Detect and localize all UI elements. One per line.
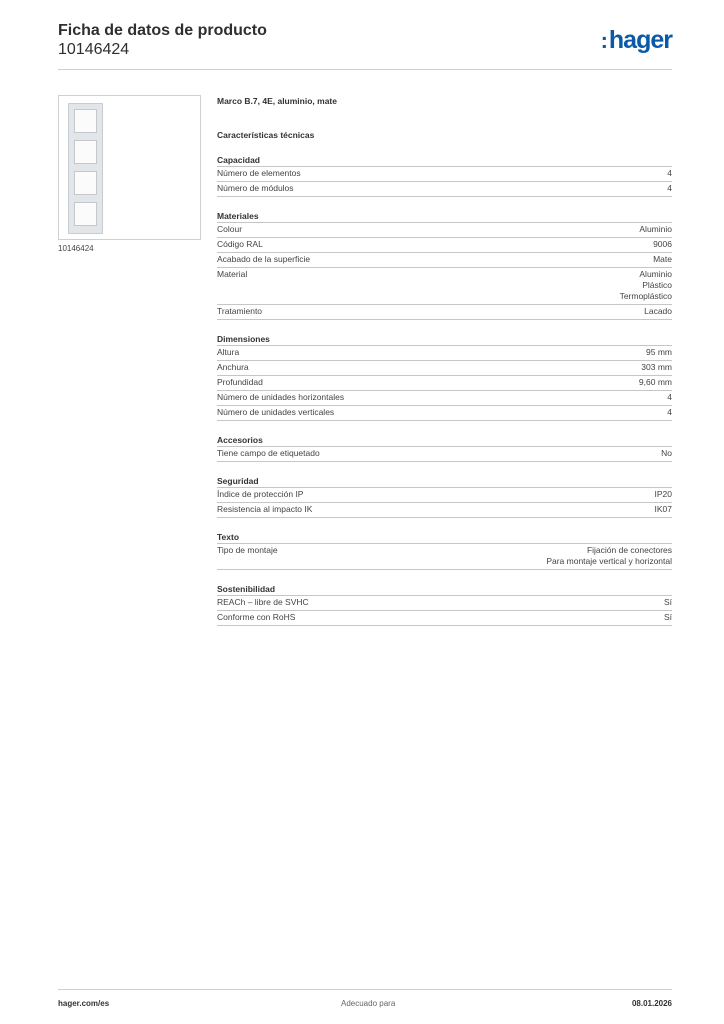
spec-label: Número de unidades verticales (217, 407, 335, 417)
spec-row (217, 376, 672, 391)
spec-values (639, 377, 672, 388)
image-caption: 10146424 (58, 244, 94, 253)
spec-value: Lacado (644, 306, 672, 316)
spec-values (639, 224, 672, 235)
spec-row (217, 544, 672, 570)
frame-slot (74, 109, 97, 133)
footer-website: hager.com/es (58, 999, 110, 1008)
spec-row (217, 238, 672, 253)
technical-characteristics-title: Características técnicas (217, 130, 315, 140)
spec-row (217, 447, 672, 462)
spec-label: Número de módulos (217, 183, 294, 193)
footer-date: 08.01.2026 (631, 999, 672, 1008)
spec-label: Acabado de la superficie (217, 254, 311, 264)
footer-suitable-for: Adecuado para (341, 999, 396, 1008)
spec-value: 9,60 mm (638, 377, 672, 387)
spec-label: Material (217, 269, 248, 279)
spec-row (217, 346, 672, 361)
spec-section (217, 531, 672, 570)
section-title: Texto (217, 531, 672, 544)
spec-label: Conforme con RoHS (217, 612, 296, 622)
spec-value: Fijación de conectores (586, 545, 672, 555)
page-header (58, 22, 672, 70)
spec-value: 9006 (653, 239, 672, 249)
spec-values (546, 545, 672, 567)
spec-label: Profundidad (217, 377, 263, 387)
page-title: Ficha de datos de producto (58, 22, 267, 39)
section-title: Capacidad (217, 154, 672, 167)
spec-label: Tiene campo de etiquetado (217, 448, 320, 458)
spec-row (217, 268, 672, 305)
spec-values (653, 254, 672, 265)
spec-values (653, 239, 672, 250)
spec-row (217, 406, 672, 421)
spec-values (620, 269, 672, 302)
section-title: Dimensiones (217, 333, 672, 346)
spec-row (217, 391, 672, 406)
spec-section (217, 583, 672, 626)
spec-value: Aluminio (639, 269, 672, 279)
spec-values (644, 306, 672, 317)
spec-row (217, 488, 672, 503)
spec-label: Tratamiento (217, 306, 263, 316)
spec-value: IK07 (654, 504, 672, 514)
spec-row (217, 305, 672, 320)
spec-value: IP20 (654, 489, 672, 499)
spec-row (217, 361, 672, 376)
section-title: Materiales (217, 210, 672, 223)
section-title: Accesorios (217, 434, 672, 447)
spec-value: 4 (667, 407, 672, 417)
product-name: Marco B.7, 4E, aluminio, mate (217, 96, 337, 106)
spec-values (667, 407, 672, 418)
spec-value: Plástico (642, 280, 672, 290)
hager-logo (601, 26, 672, 55)
logo-dots-icon: : (600, 28, 608, 53)
spec-value: 95 mm (646, 347, 672, 357)
spec-values (646, 347, 672, 358)
spec-sections (217, 154, 672, 626)
spec-label: Altura (217, 347, 240, 357)
spec-values (641, 362, 672, 373)
spec-row (217, 253, 672, 268)
product-details (217, 95, 672, 626)
spec-section (217, 154, 672, 197)
spec-row (217, 596, 672, 611)
spec-value: Para montaje vertical y horizontal (546, 556, 672, 566)
spec-values (664, 612, 672, 623)
spec-label: Anchura (217, 362, 249, 372)
spec-label: Índice de protección IP (217, 489, 304, 499)
spec-section (217, 475, 672, 518)
spec-value: Termoplástico (619, 291, 672, 301)
spec-values (667, 392, 672, 403)
spec-section (217, 333, 672, 421)
spec-value: Aluminio (639, 224, 672, 234)
spec-row (217, 182, 672, 197)
spec-label: Resistencia al impacto IK (217, 504, 313, 514)
spec-label: Número de elementos (217, 168, 301, 178)
frame-slot (74, 140, 97, 164)
section-title: Seguridad (217, 475, 672, 488)
spec-value: 4 (667, 168, 672, 178)
spec-label: Código RAL (217, 239, 263, 249)
spec-values (664, 597, 672, 608)
frame-slot (74, 171, 97, 195)
spec-section (217, 210, 672, 320)
spec-value: No (661, 448, 672, 458)
spec-value: Mate (653, 254, 672, 264)
spec-label: Tipo de montaje (217, 545, 278, 555)
spec-values (655, 504, 673, 515)
frame-illustration (68, 103, 103, 234)
spec-values (667, 168, 672, 179)
frame-slot (74, 202, 97, 226)
page-footer (58, 989, 672, 1009)
spec-values (667, 183, 672, 194)
spec-values (661, 448, 672, 459)
spec-section (217, 434, 672, 462)
spec-values (655, 489, 673, 500)
section-title: Sostenibilidad (217, 583, 672, 596)
logo-text: hager (608, 26, 672, 54)
spec-label: Número de unidades horizontales (217, 392, 345, 402)
product-number: 10146424 (58, 41, 130, 58)
product-image (58, 95, 201, 240)
spec-row (217, 503, 672, 518)
spec-value: 4 (667, 183, 672, 193)
spec-label: Colour (217, 224, 243, 234)
spec-row (217, 611, 672, 626)
spec-value: Sí (663, 597, 672, 607)
spec-value: Sí (663, 612, 672, 622)
spec-value: 303 mm (641, 362, 672, 372)
spec-row (217, 167, 672, 182)
spec-label: REACh – libre de SVHC (217, 597, 309, 607)
spec-value: 4 (667, 392, 672, 402)
spec-row (217, 223, 672, 238)
